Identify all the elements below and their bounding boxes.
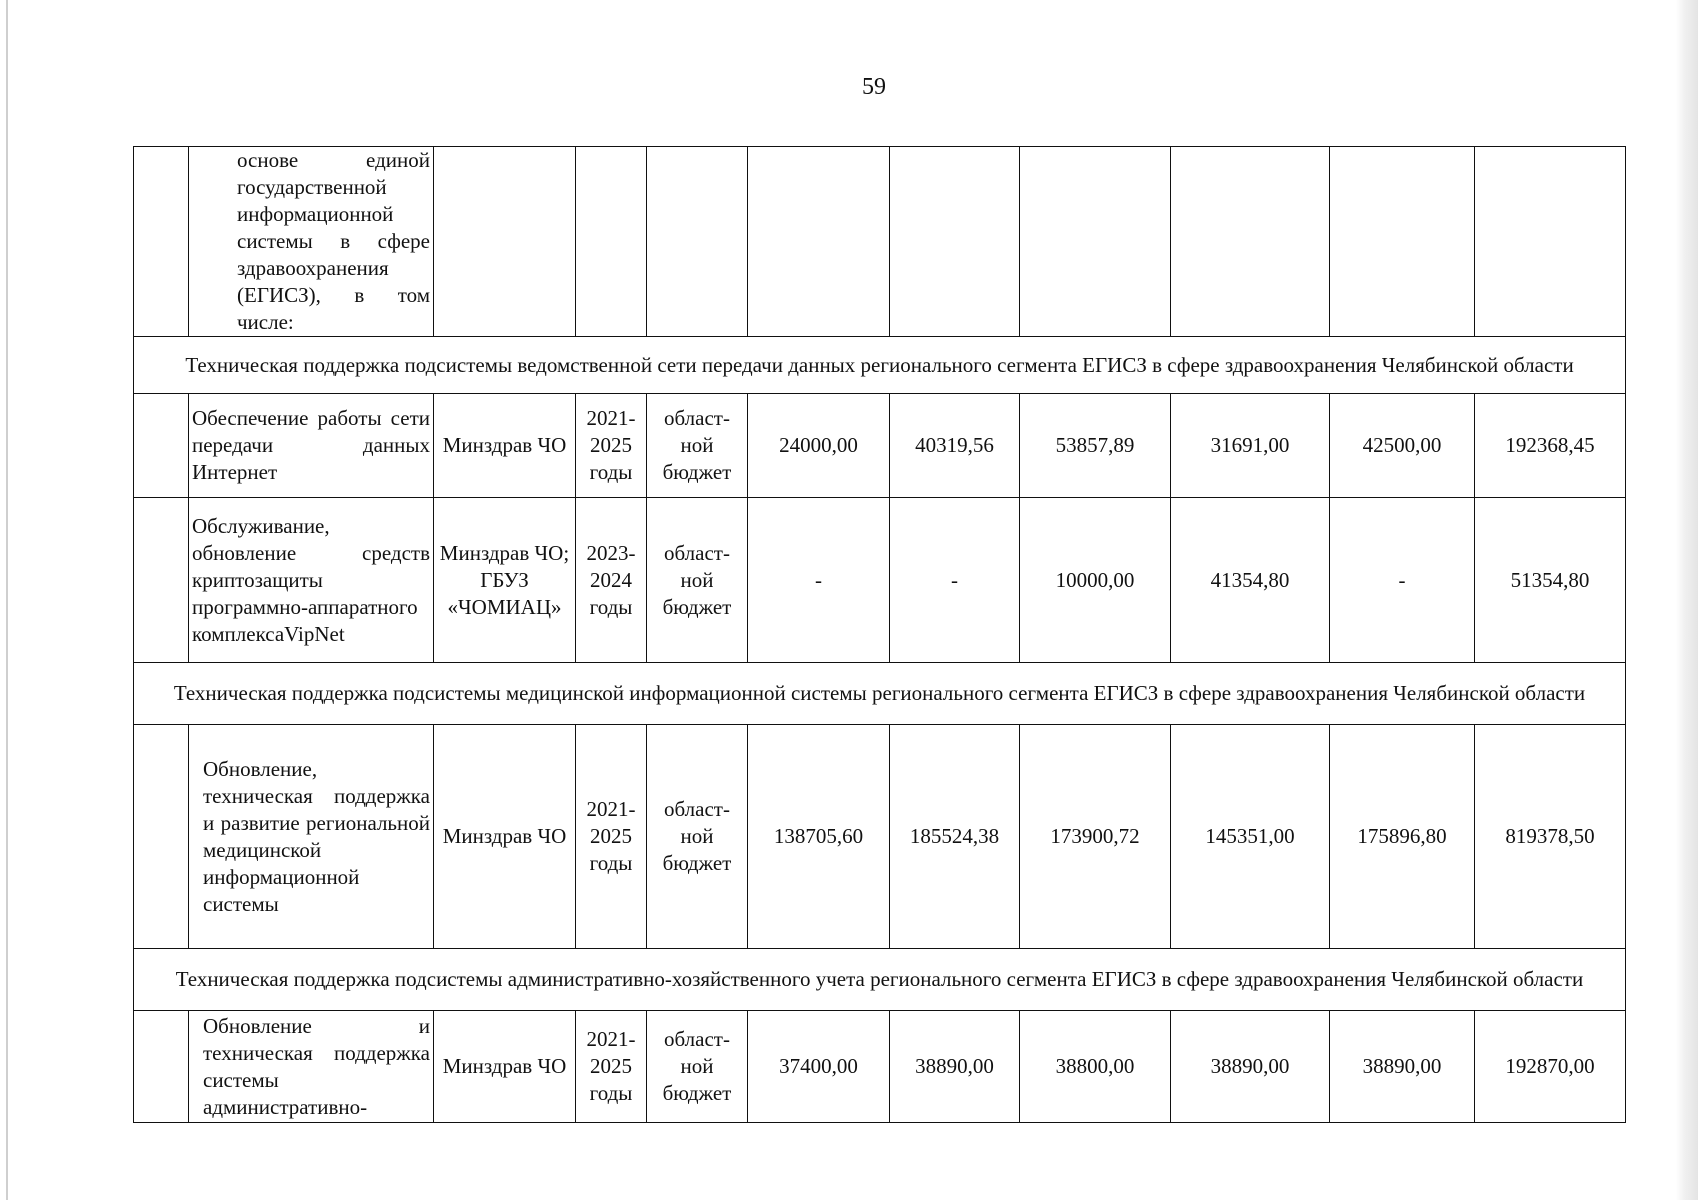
scan-edge-right: [1676, 0, 1698, 1200]
value-2022: -: [890, 498, 1020, 663]
section-title: Техническая поддержка подсистемы административно-хозяйственного учета регионального сегмента ЕГИСЗ в сфере здравоохранения Челябинской области: [134, 949, 1626, 1011]
executor-cell: Минздрав ЧО: [434, 394, 576, 498]
value-2023: 173900,72: [1020, 725, 1171, 949]
source-cell: област-ной бюджет: [647, 498, 748, 663]
table-row: [134, 147, 1626, 337]
value-2024: 38890,00: [1171, 1011, 1330, 1123]
page-number: 59: [862, 74, 886, 100]
row-number-cell: [134, 394, 189, 498]
source-cell: област-ной бюджет: [647, 394, 748, 498]
row-number-cell: [134, 498, 189, 663]
section-row: [134, 337, 1626, 394]
executor-cell: Минздрав ЧО: [434, 1011, 576, 1123]
section-title: Техническая поддержка подсистемы ведомственной сети передачи данных регионального сегмента ЕГИСЗ в сфере здравоохранения Челябинской области: [134, 337, 1626, 394]
value-2024: [1171, 147, 1330, 337]
table-row: [134, 725, 1626, 949]
source-cell: област-ной бюджет: [647, 1011, 748, 1123]
value-total: [1475, 147, 1626, 337]
value-2023: [1020, 147, 1171, 337]
value-2023: 10000,00: [1020, 498, 1171, 663]
value-2023: 38800,00: [1020, 1011, 1171, 1123]
item-name: основе единой государственной информационной системы в сфере здравоохранения (ЕГИСЗ), в том числе:: [189, 147, 434, 337]
value-2024: 145351,00: [1171, 725, 1330, 949]
executor-cell: Минздрав ЧО; ГБУЗ «ЧОМИАЦ»: [434, 498, 576, 663]
executor-cell: Минздрав ЧО: [434, 725, 576, 949]
period-cell: 2021-2025 годы: [576, 1011, 647, 1123]
section-title: Техническая поддержка подсистемы медицинской информационной системы регионального сегмента ЕГИСЗ в сфере здравоохранения Челябинской области: [134, 663, 1626, 725]
row-number-cell: [134, 725, 189, 949]
value-2025: 175896,80: [1330, 725, 1475, 949]
period-cell: 2021-2025 годы: [576, 725, 647, 949]
period-cell: [576, 147, 647, 337]
value-2021: 37400,00: [748, 1011, 890, 1123]
program-table: [133, 146, 1626, 1123]
source-cell: [647, 147, 748, 337]
value-2024: 41354,80: [1171, 498, 1330, 663]
table-row: [134, 498, 1626, 663]
value-2025: [1330, 147, 1475, 337]
source-cell: област-ной бюджет: [647, 725, 748, 949]
value-total: 51354,80: [1475, 498, 1626, 663]
value-2025: 38890,00: [1330, 1011, 1475, 1123]
executor-cell: [434, 147, 576, 337]
section-row: [134, 949, 1626, 1011]
scan-edge-left: [6, 0, 8, 1200]
value-2022: 40319,56: [890, 394, 1020, 498]
table-row: [134, 1011, 1626, 1123]
value-2022: [890, 147, 1020, 337]
row-number-cell: [134, 1011, 189, 1123]
table-row: [134, 394, 1626, 498]
row-number-cell: [134, 147, 189, 337]
value-2025: -: [1330, 498, 1475, 663]
value-total: 819378,50: [1475, 725, 1626, 949]
value-2021: 138705,60: [748, 725, 890, 949]
section-row: [134, 663, 1626, 725]
item-name: Обеспечение работы сети передачи данных Интернет: [189, 394, 434, 498]
value-2024: 31691,00: [1171, 394, 1330, 498]
item-name: Обновление и техническая поддержка системы административно-: [189, 1011, 434, 1123]
item-name: Обслуживание, обновление средств криптозащиты программно-аппаратного комплексаVipNet: [189, 498, 434, 663]
period-cell: 2023-2024 годы: [576, 498, 647, 663]
value-total: 192870,00: [1475, 1011, 1626, 1123]
value-2023: 53857,89: [1020, 394, 1171, 498]
item-name: Обновление, техническая поддержка и развитие региональной медицинской информационной системы: [189, 725, 434, 949]
value-2021: 24000,00: [748, 394, 890, 498]
value-2025: 42500,00: [1330, 394, 1475, 498]
value-2022: 185524,38: [890, 725, 1020, 949]
period-cell: 2021-2025 годы: [576, 394, 647, 498]
value-2021: [748, 147, 890, 337]
value-2021: -: [748, 498, 890, 663]
value-total: 192368,45: [1475, 394, 1626, 498]
value-2022: 38890,00: [890, 1011, 1020, 1123]
